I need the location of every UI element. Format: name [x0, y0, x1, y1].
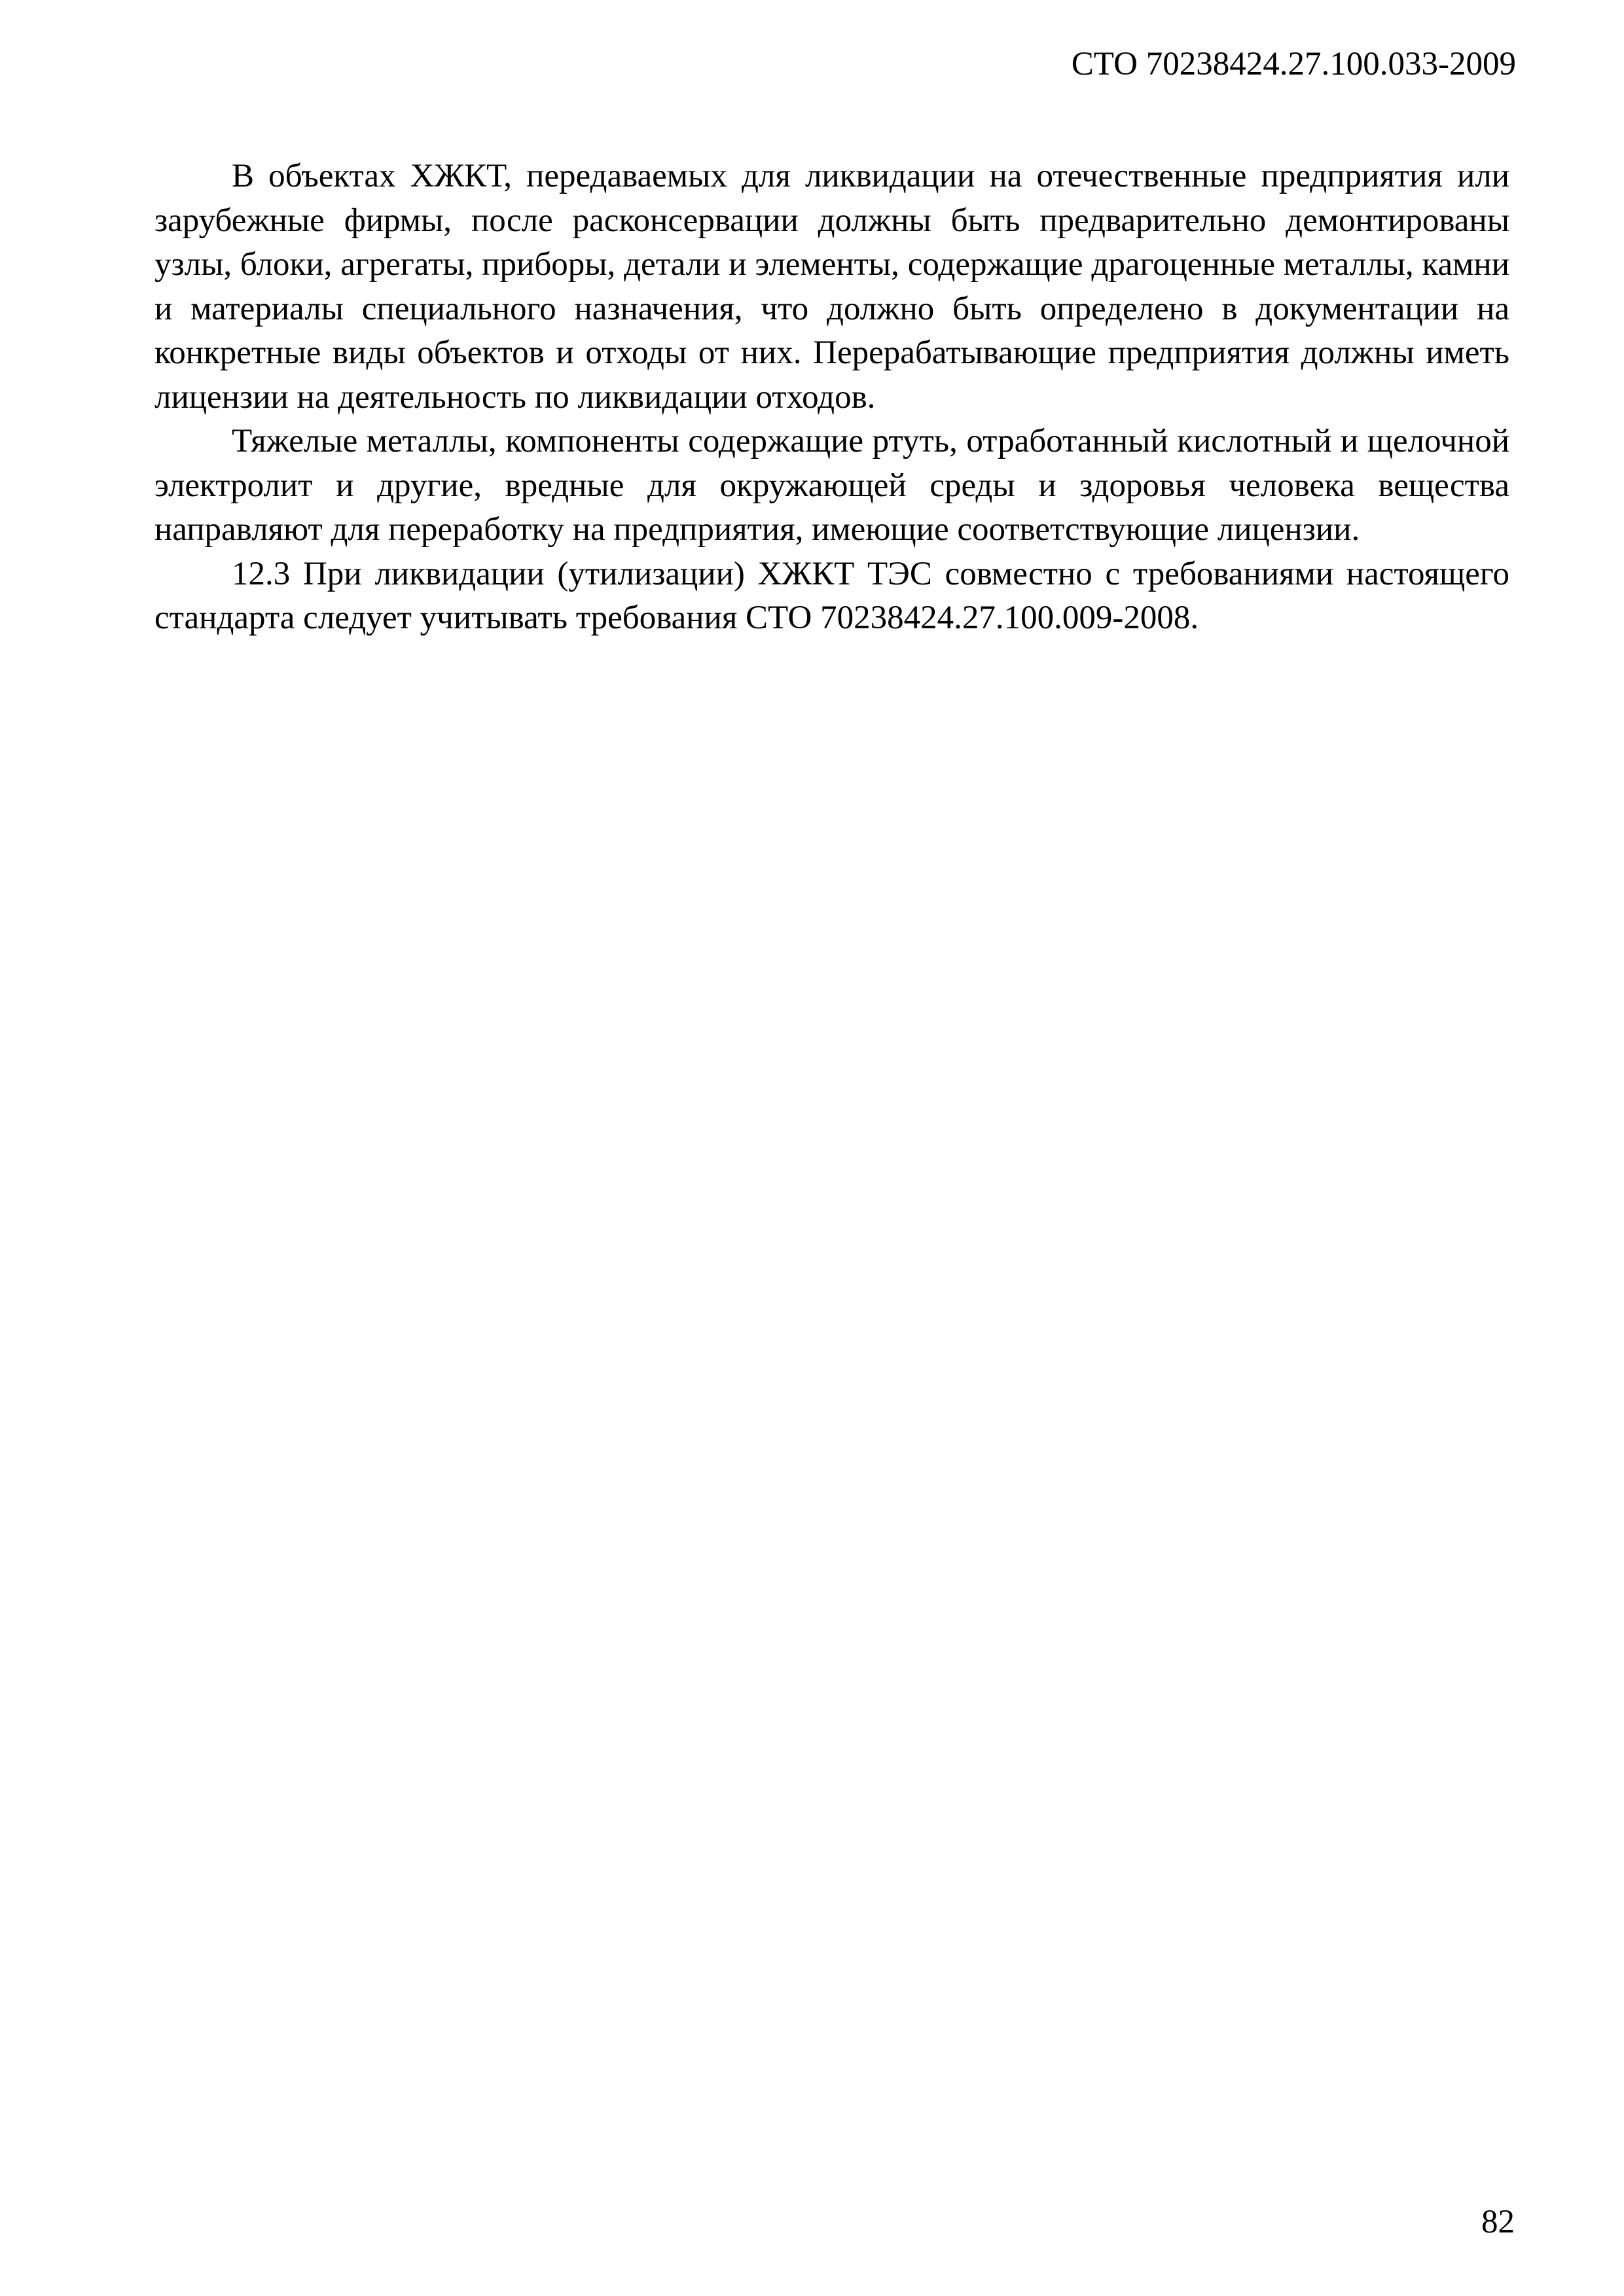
paragraph-disassembly-requirements: В объектах ХЖКТ, передаваемых для ликвидации на отечественные предприятия или зарубежные фирмы, после расконсервации должны быть предварительно демонтированы узлы, блоки, агрегаты, приборы, детали и элементы, содержащие драгоценные металлы, камни и материалы специального назначения, что должно быть определено в документации на конкретные виды объектов и отходы от них. Перерабатывающие предприятия должны иметь лицензии на деятельность по ликвидации отходов.: [154, 158, 1509, 416]
body-text: [154, 154, 1509, 641]
document-code-header: СТО 70238424.27.100.033-2009: [1071, 46, 1516, 82]
paragraph-section-12-3: 12.3 При ликвидации (утилизации) ХЖКТ ТЭС совместно с требованиями настоящего стандарта следует учитывать требования СТО 70238424.27.100.009-2008.: [154, 555, 1509, 636]
paragraph-hazardous-substances: Тяжелые металлы, компоненты содержащие ртуть, отработанный кислотный и щелочной электролит и другие, вредные для окружающей среды и здоровья человека вещества направляют для переработку на предприятия, имеющие соответствующие лицензии.: [154, 423, 1509, 548]
page-number: 82: [1481, 2204, 1515, 2240]
